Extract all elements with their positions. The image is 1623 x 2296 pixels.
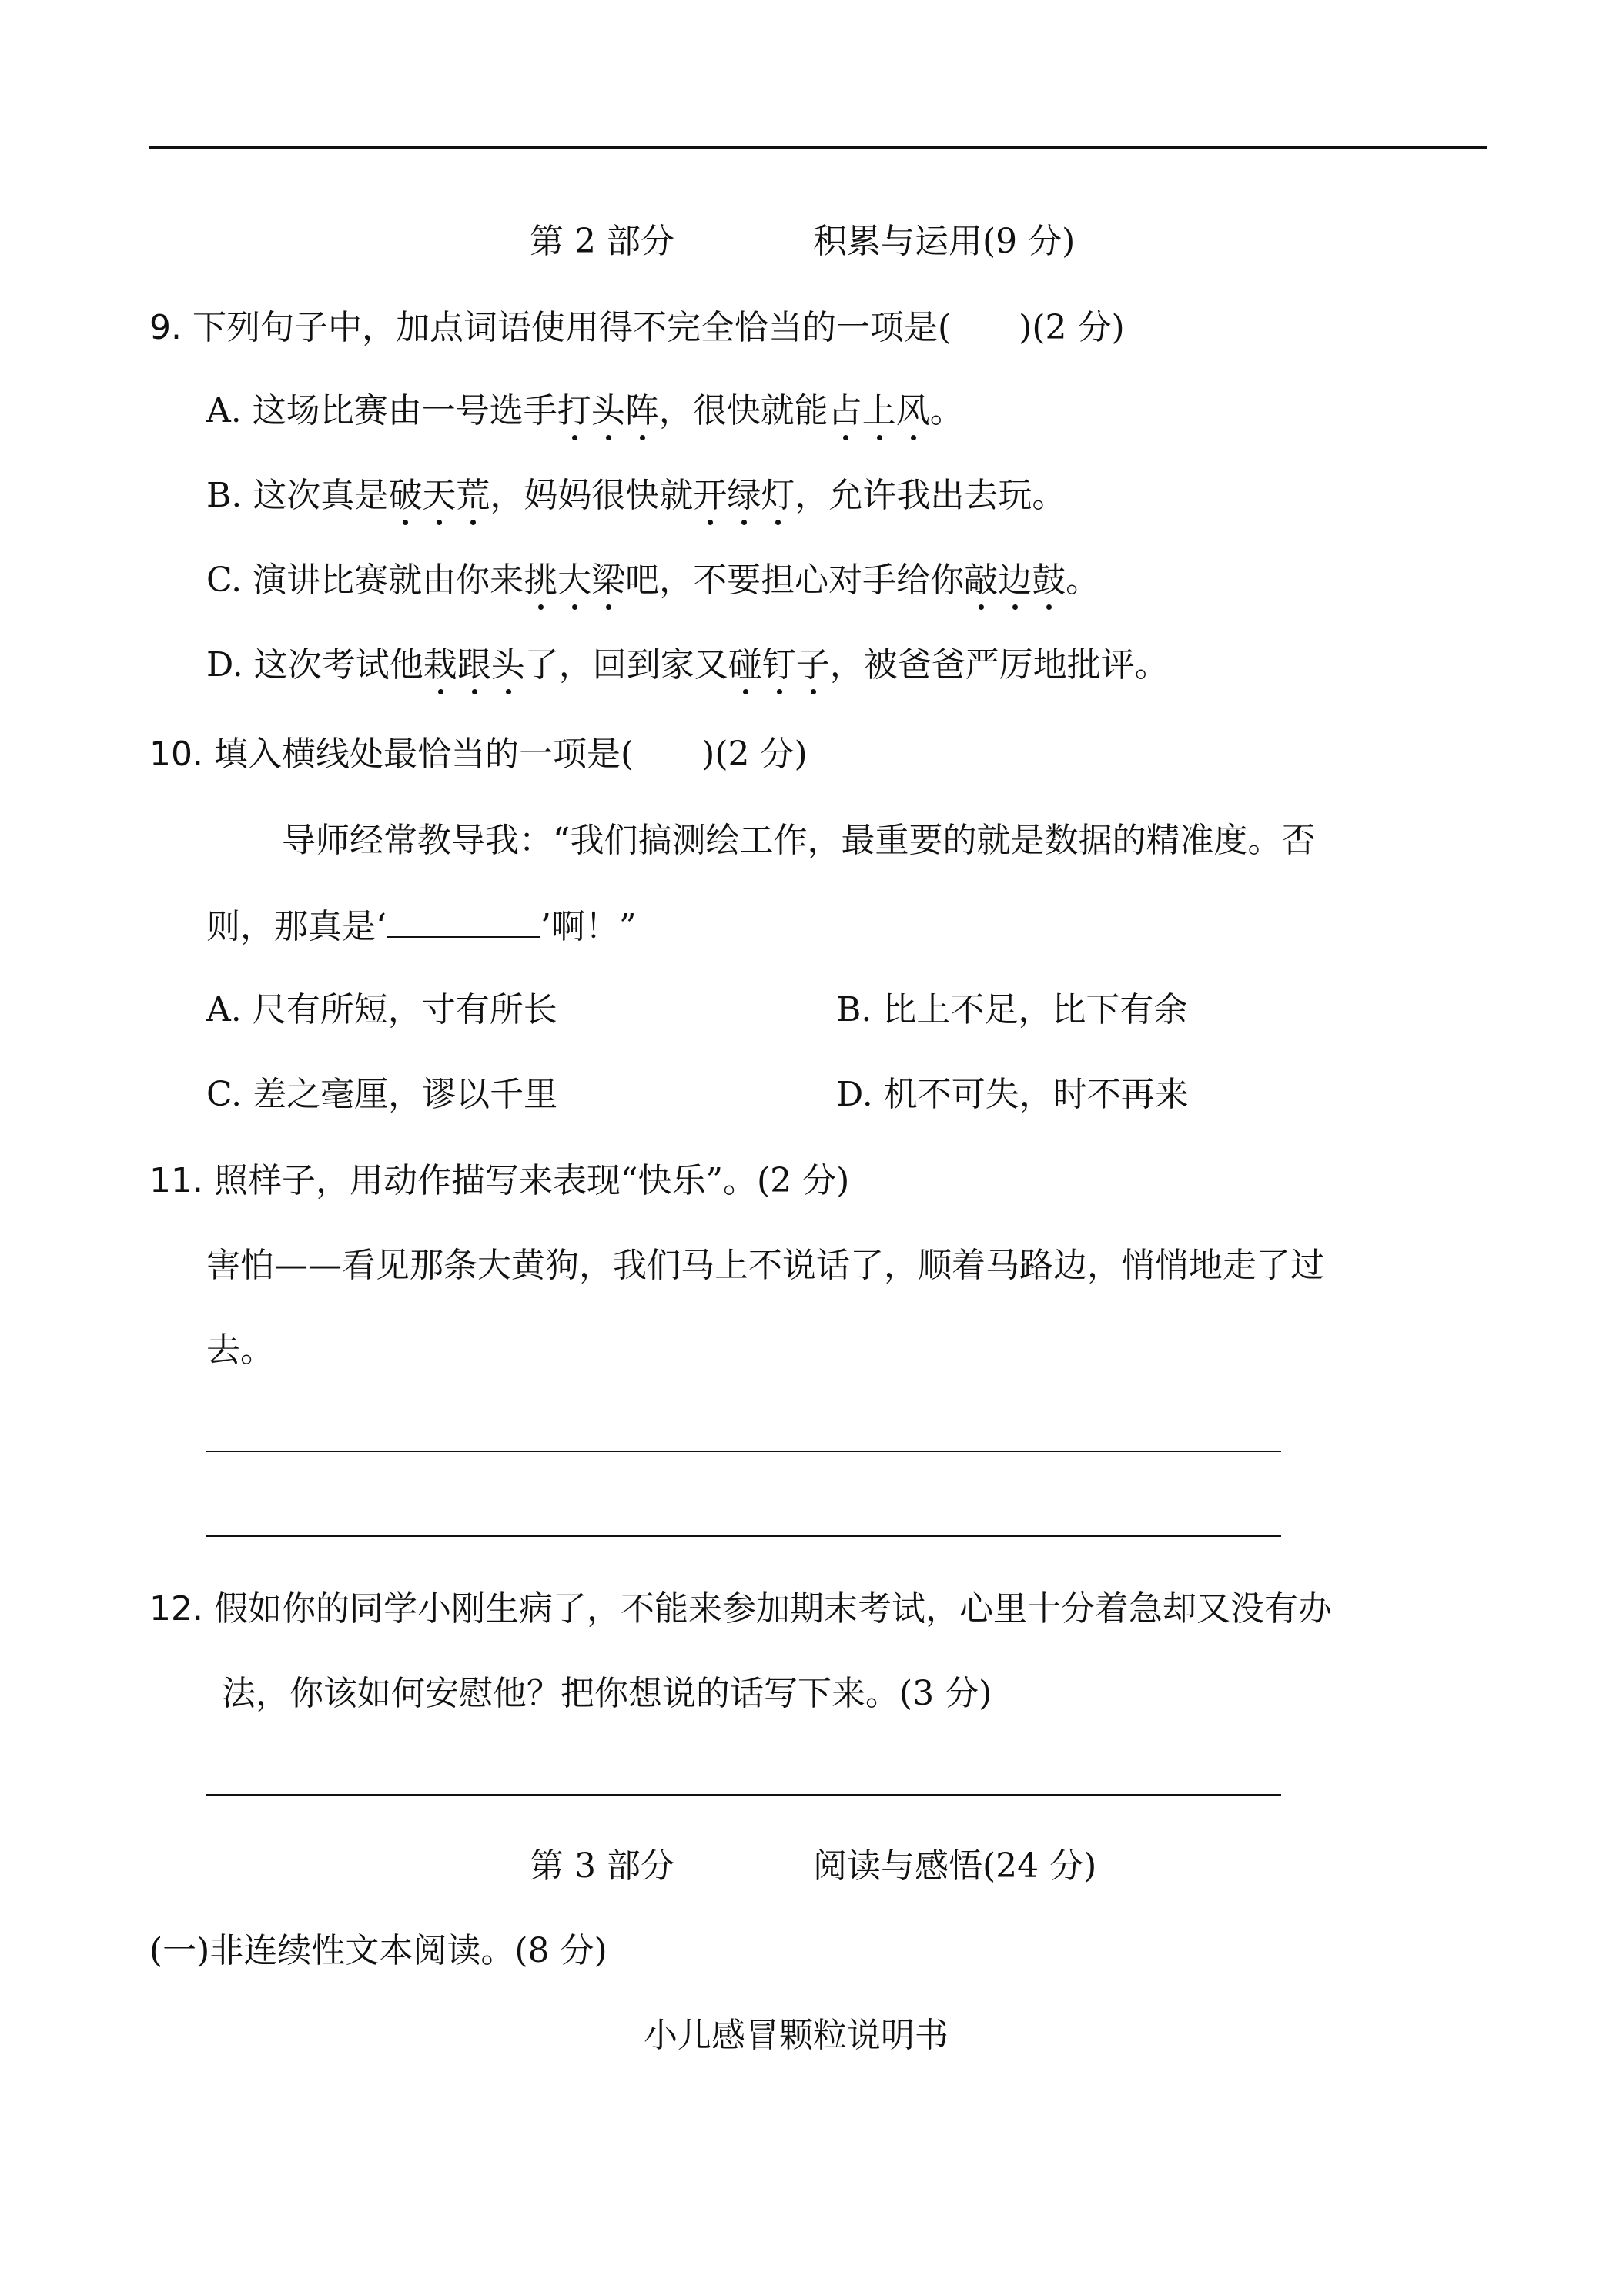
option-text: 比上不足，比下有余	[882, 990, 1188, 1029]
emphasized-char: 天	[422, 473, 456, 519]
option-key: D.	[836, 1075, 873, 1114]
q9-option-d[interactable]	[206, 642, 1169, 688]
option-text: 机不可失，时不再来	[883, 1075, 1189, 1114]
document-title: 小儿感冒颗粒说明书	[644, 2016, 949, 2055]
emphasized-char: 头	[591, 388, 625, 434]
option-text-post: ，允许我出去玩。	[795, 476, 1066, 515]
emphasized-char: 占	[828, 388, 862, 434]
emphasized-char: 打	[557, 388, 591, 434]
option-key: C.	[206, 1075, 243, 1114]
option-text-post: ，被爸爸严厉地批评。	[829, 645, 1169, 684]
question-12-stem-line-2: 法，你该如何安慰他？把你想说的话写下来。(3 分)	[222, 1674, 992, 1713]
q10-option-c[interactable]	[206, 1072, 557, 1118]
emphasized-char: 大	[557, 557, 591, 604]
question-12-stem-line-1	[149, 1586, 1332, 1632]
option-text-pre: 这场比赛由一号选手	[252, 391, 557, 430]
emphasized-char: 挑	[524, 557, 557, 604]
question-number: 9.	[149, 308, 182, 347]
question-11-stem	[149, 1158, 849, 1204]
part-1-heading: (一)非连续性文本阅读。(8 分)	[149, 1931, 607, 1970]
emphasized-char: 头	[491, 642, 525, 688]
option-text-post: 。	[929, 391, 964, 430]
question-text: 填入横线处最恰当的一项是( )(2 分)	[213, 735, 808, 774]
top-rule	[149, 146, 1487, 149]
emphasized-char: 跟	[457, 642, 491, 688]
question-text: 假如你的同学小刚生病了，不能来参加期末考试，心里十分着急却又没有办	[213, 1589, 1332, 1628]
section-3-title: 阅读与感悟(24 分)	[812, 1846, 1097, 1886]
section-2-header	[530, 219, 1075, 265]
fill-in-blank[interactable]	[387, 902, 540, 938]
emphasized-char: 开	[693, 473, 727, 519]
question-text: 下列句子中，加点词语使用得不完全恰当的一项是( )(2 分)	[192, 308, 1125, 347]
question-9-stem	[149, 305, 1125, 351]
answer-line[interactable]	[206, 1794, 1281, 1796]
answer-line[interactable]	[206, 1451, 1281, 1452]
emphasized-char: 栽	[423, 642, 457, 688]
emphasized-char: 绿	[727, 473, 761, 519]
option-text-mid: 了，回到家又	[524, 645, 728, 684]
emphasized-char: 敲	[964, 557, 998, 604]
option-text-mid: 吧，不要担心对手给你	[625, 561, 965, 600]
answer-line[interactable]	[206, 1535, 1281, 1537]
option-text-post: 。	[1066, 561, 1100, 600]
q10-passage-line-2	[206, 902, 636, 950]
emphasized-char: 风	[896, 388, 930, 434]
section-2-label: 第 2 部分	[530, 222, 674, 261]
q11-example-line-2: 去。	[206, 1330, 274, 1370]
emphasized-char: 钉	[762, 642, 796, 688]
passage-text: ’啊！”	[540, 907, 637, 946]
section-3-label: 第 3 部分	[530, 1846, 674, 1886]
q10-option-a[interactable]	[206, 987, 557, 1033]
emphasized-char: 边	[998, 557, 1032, 604]
q9-option-b[interactable]	[206, 473, 1066, 519]
question-10-stem	[149, 731, 808, 778]
emphasized-char: 碰	[728, 642, 762, 688]
emphasized-char: 荒	[456, 473, 490, 519]
emphasized-char: 鼓	[1032, 557, 1066, 604]
q10-option-b[interactable]	[836, 987, 1187, 1033]
q9-option-c[interactable]	[206, 557, 1099, 604]
emphasized-char: 破	[388, 473, 422, 519]
option-text: 差之毫厘，谬以千里	[253, 1075, 558, 1114]
option-key: D.	[206, 645, 243, 684]
option-key: A.	[206, 990, 242, 1029]
option-text-pre: 这次真是	[253, 476, 389, 515]
option-key: A.	[206, 391, 242, 430]
emphasized-char: 梁	[591, 557, 625, 604]
option-key: C.	[206, 561, 243, 600]
q10-option-d[interactable]	[836, 1072, 1189, 1118]
question-number: 12.	[149, 1589, 203, 1628]
option-text-pre: 这次考试他	[253, 645, 423, 684]
question-text: 照样子，用动作描写来表现“快乐”。(2 分)	[213, 1161, 850, 1200]
section-3-header	[530, 1843, 1096, 1889]
option-text-mid: ，妈妈很快就	[490, 476, 694, 515]
emphasized-char: 上	[862, 388, 896, 434]
question-number: 11.	[149, 1161, 203, 1200]
q9-option-a[interactable]	[206, 388, 964, 434]
option-text: 尺有所短，寸有所长	[252, 990, 557, 1029]
section-2-title: 积累与运用(9 分)	[812, 222, 1076, 261]
option-text-mid: ，很快就能	[658, 391, 828, 430]
option-key: B.	[836, 990, 872, 1029]
option-text-pre: 演讲比赛就由你来	[253, 561, 524, 600]
question-number: 10.	[149, 735, 203, 774]
emphasized-char: 子	[796, 642, 830, 688]
q11-example-line-1: 害怕——看见那条大黄狗，我们马上不说话了，顺着马路边，悄悄地走了过	[206, 1246, 1324, 1285]
option-key: B.	[206, 476, 243, 515]
q10-passage-line-1: 导师经常教导我：“我们搞测绘工作，最重要的就是数据的精准度。否	[282, 821, 1316, 860]
passage-text: 则，那真是‘	[206, 907, 387, 946]
emphasized-char: 阵	[625, 388, 659, 434]
emphasized-char: 灯	[761, 473, 795, 519]
